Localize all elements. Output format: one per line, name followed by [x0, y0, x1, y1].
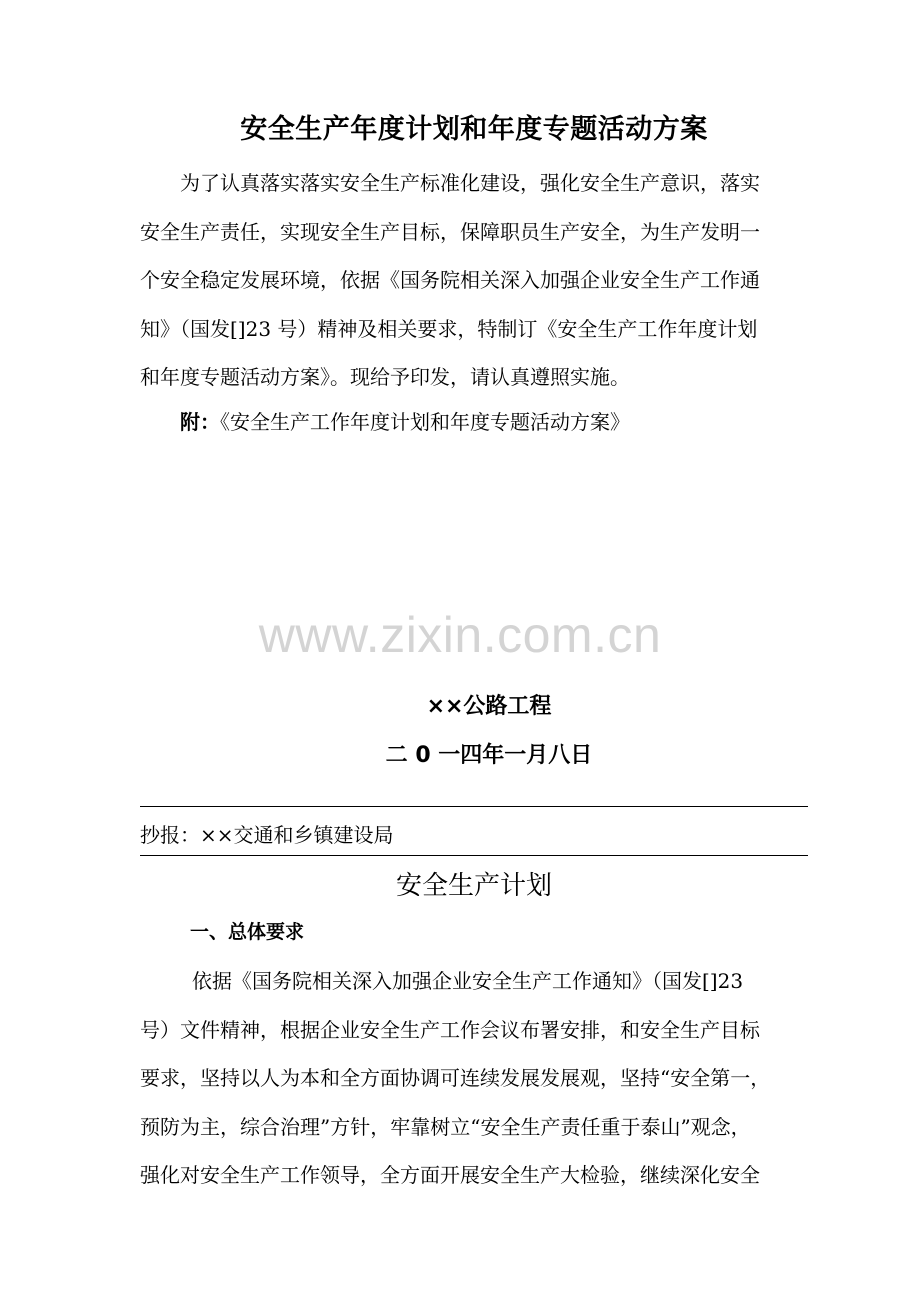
- intro-line: 和年度专题活动方案》。现给予印发，请认真遵照实施。: [140, 365, 630, 390]
- intro-line: 为了认真落实落实安全生产标准化建设，强化安全生产意识，落实: [180, 171, 760, 195]
- intro-line: 知》（国发[]23 号）精神及相关要求，特制订《安全生产工作年度计划: [140, 316, 758, 341]
- section-line: 号）文件精神，根据企业安全生产工作会议布署安排，和安全生产目标: [140, 1017, 760, 1042]
- divider-top: [140, 806, 808, 807]
- attachment-line: [180, 398, 630, 446]
- section-line: 强化对安全生产工作领导，全方面开展安全生产大检验，继续深化安全: [140, 1163, 760, 1188]
- issue-date: 二 0 一四年一月八日: [385, 743, 593, 768]
- watermark: www.zixin.com.cn: [258, 607, 662, 663]
- section-line: 预防为主，综合治理”方针，牢靠树立“安全生产责任重于泰山”观念，: [140, 1114, 751, 1139]
- document-title: 安全生产年度计划和年度专题活动方案: [240, 114, 708, 145]
- plan-title: 安全生产计划: [395, 871, 552, 901]
- attachment-text: 《安全生产工作年度计划和年度专题活动方案》: [220, 410, 630, 434]
- intro-line: 个安全稳定发展环境，依据《国务院相关深入加强企业安全生产工作通: [140, 268, 760, 293]
- section-paragraph: [140, 957, 808, 1200]
- cc-line: 抄报：××交通和乡镇建设局: [140, 823, 394, 847]
- intro-paragraph: [140, 159, 808, 402]
- divider-bottom: [140, 855, 808, 856]
- attachment-label: 附：: [180, 410, 220, 434]
- section-heading: 一、总体要求: [190, 921, 305, 943]
- issuing-organization: ××公路工程: [426, 694, 552, 719]
- section-line: 要求，坚持以人为本和全方面协调可连续发展发展观，坚持“安全第一，: [140, 1066, 771, 1091]
- intro-line: 安全生产责任，实现安全生产目标，保障职员生产安全，为生产发明一: [140, 219, 760, 244]
- section-line: 依据《国务院相关深入加强企业安全生产工作通知》（国发[]23: [192, 969, 744, 993]
